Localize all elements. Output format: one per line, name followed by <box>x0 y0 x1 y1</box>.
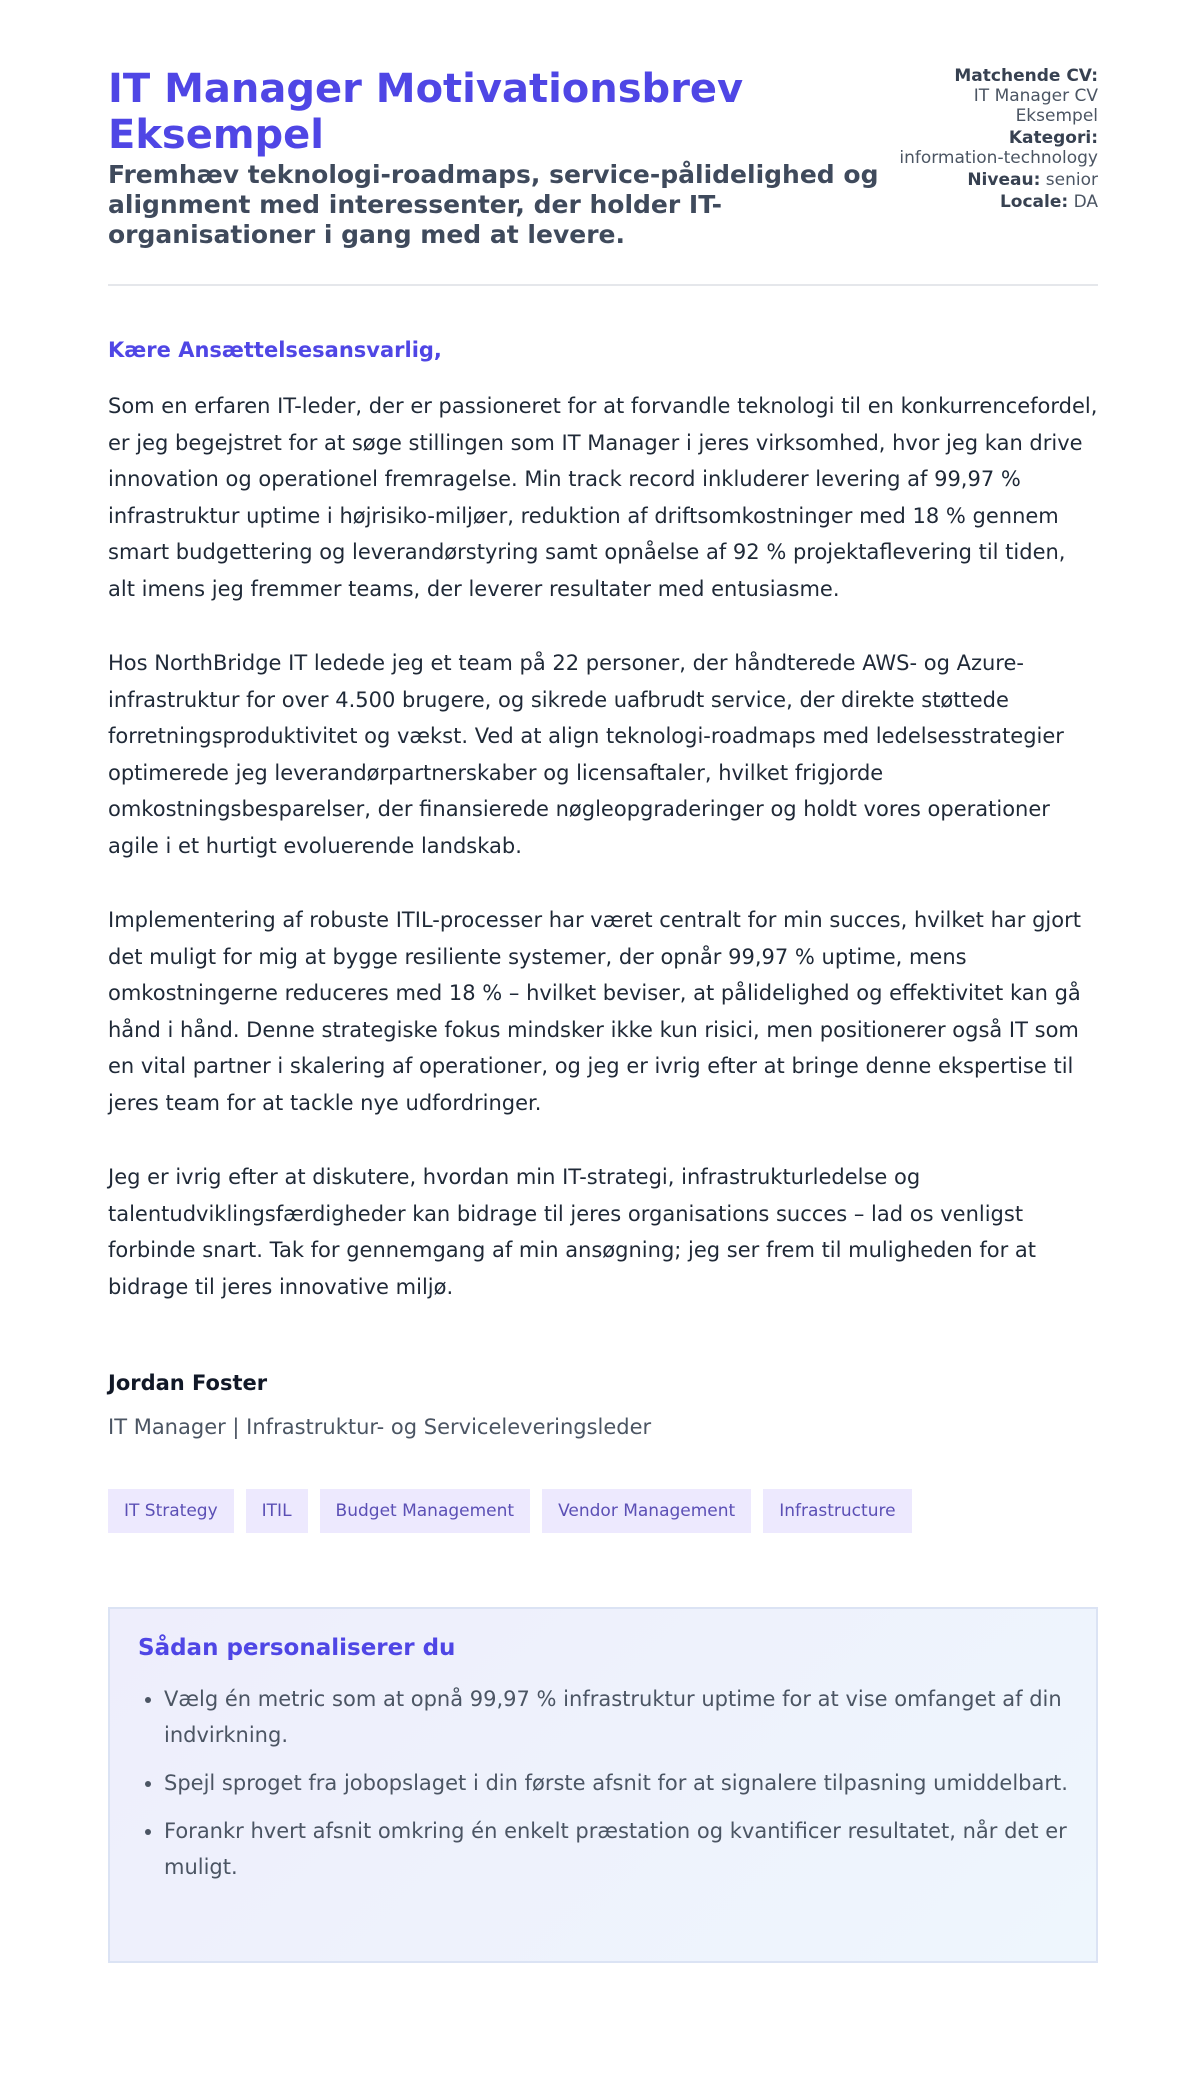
skill-tag[interactable]: Budget Management <box>320 1489 531 1533</box>
tips-list <box>138 1681 1068 1885</box>
personalize-tips-box <box>108 1607 1098 1963</box>
tip-item: • Spejl sproget fra jobopslaget i din første afsnit for at signalere tilpasning umiddelbart. <box>164 1765 1068 1801</box>
letter-paragraph: Hos NorthBridge IT ledede jeg et team på 22 personer, der håndterede AWS- og Azure-infrastruktur for over 4.500 brugere, og sikrede uafbrudt service, der direkte støttede forretningsproduktivitet og vækst. Ved at align teknologi-roadmaps med ledelsesstrategier optimerede jeg leverandørpartnerskaber og licensaftaler, hvilket frigjorde omkostningsbesparelser, der finansierede nøgleopgraderinger og holdt vores operationer agile i et hurtigt evoluerende landskab. <box>108 651 1064 858</box>
page-header <box>108 66 1098 286</box>
skill-tag[interactable]: IT Strategy <box>108 1489 234 1533</box>
meta-level <box>898 170 1098 190</box>
meta-panel <box>898 66 1098 214</box>
tips-title: Sådan personaliserer du <box>138 1635 456 1661</box>
skill-tag[interactable]: Infrastructure <box>763 1489 911 1533</box>
signature-title: IT Manager | Infrastruktur- og Serviceleveringsleder <box>108 1415 652 1439</box>
tip-item: • Vælg én metric som at opnå 99,97 % infrastruktur uptime for at vise omfanget af din indvirkning. <box>164 1681 1068 1753</box>
letter-paragraph: Implementering af robuste ITIL-processer har været centralt for min succes, hvilket har gjort det muligt for mig at bygge resiliente systemer, der opnår 99,97 % uptime, mens omkostningerne reduceres med 18 % – hvilket beviser, at pålidelighed og effektivitet kan gå hånd i hånd. Denne strategiske fokus mindsker ikke kun risici, men positionerer også IT som en vital partner i skalering af operationer, og jeg er ivrig efter at bringe denne ekspertise til jeres team for at tackle nye udfordringer. <box>108 908 1081 1115</box>
letter-paragraph: Som en erfaren IT-leder, der er passioneret for at forvandle teknologi til en konkurrencefordel, er jeg begejstret for at søge stillingen som IT Manager i jeres virksomhed, hvor jeg kan drive innovation og operationel fremragelse. Min track record inkluderer levering af 99,97 % infrastruktur uptime i højrisiko-miljøer, reduktion af driftsomkostninger med 18 % gennem smart budgettering og leverandørstyring samt opnåelse af 92 % projektaflevering til tiden, alt imens jeg fremmer teams, der leverer resultater med entusiasme. <box>108 394 1098 601</box>
meta-category <box>898 128 1098 168</box>
meta-category-label: Kategori: <box>1008 128 1098 148</box>
meta-cv-label: Matchende CV: <box>954 66 1098 86</box>
tip-item: • Forankr hvert afsnit omkring én enkelt præstation og kvantificer resultatet, når det er muligt. <box>164 1813 1068 1885</box>
meta-locale <box>898 192 1098 212</box>
meta-level-label: Niveau: <box>967 170 1041 190</box>
letter-body <box>108 336 1098 1441</box>
meta-level-value: senior <box>1045 170 1098 190</box>
meta-category-value: information-technology <box>899 148 1098 168</box>
skill-tag[interactable]: ITIL <box>246 1489 308 1533</box>
signature-name: Jordan Foster <box>108 1371 268 1395</box>
skill-tag[interactable]: Vendor Management <box>542 1489 751 1533</box>
meta-cv <box>898 66 1098 126</box>
signature-block <box>108 1369 1098 1441</box>
page-subtitle: Fremhæv teknologi-roadmaps, service-pålidelighed og alignment med interessenter, der holder IT-organisationer i gang med at levere. <box>108 160 879 249</box>
meta-cv-value[interactable]: IT Manager CV Eksempel <box>973 86 1098 126</box>
letter-paragraph: Jeg er ivrig efter at diskutere, hvordan min IT-strategi, infrastrukturledelse og talentudviklingsfærdigheder kan bidrage til jeres organisations succes – lad os venligst forbinde snart. Tak for gennemgang af min ansøgning; jeg ser frem til muligheden for at bidrage til jeres innovative miljø. <box>108 1165 1037 1299</box>
letter-greeting: Kære Ansættelsesansvarlig, <box>108 338 442 362</box>
meta-locale-label: Locale: <box>999 192 1069 212</box>
page-title: IT Manager Motivationsbrev Eksempel <box>108 66 744 158</box>
skill-tags <box>108 1489 1098 1533</box>
cover-letter-page <box>108 0 1098 1963</box>
meta-locale-value: DA <box>1073 192 1098 212</box>
